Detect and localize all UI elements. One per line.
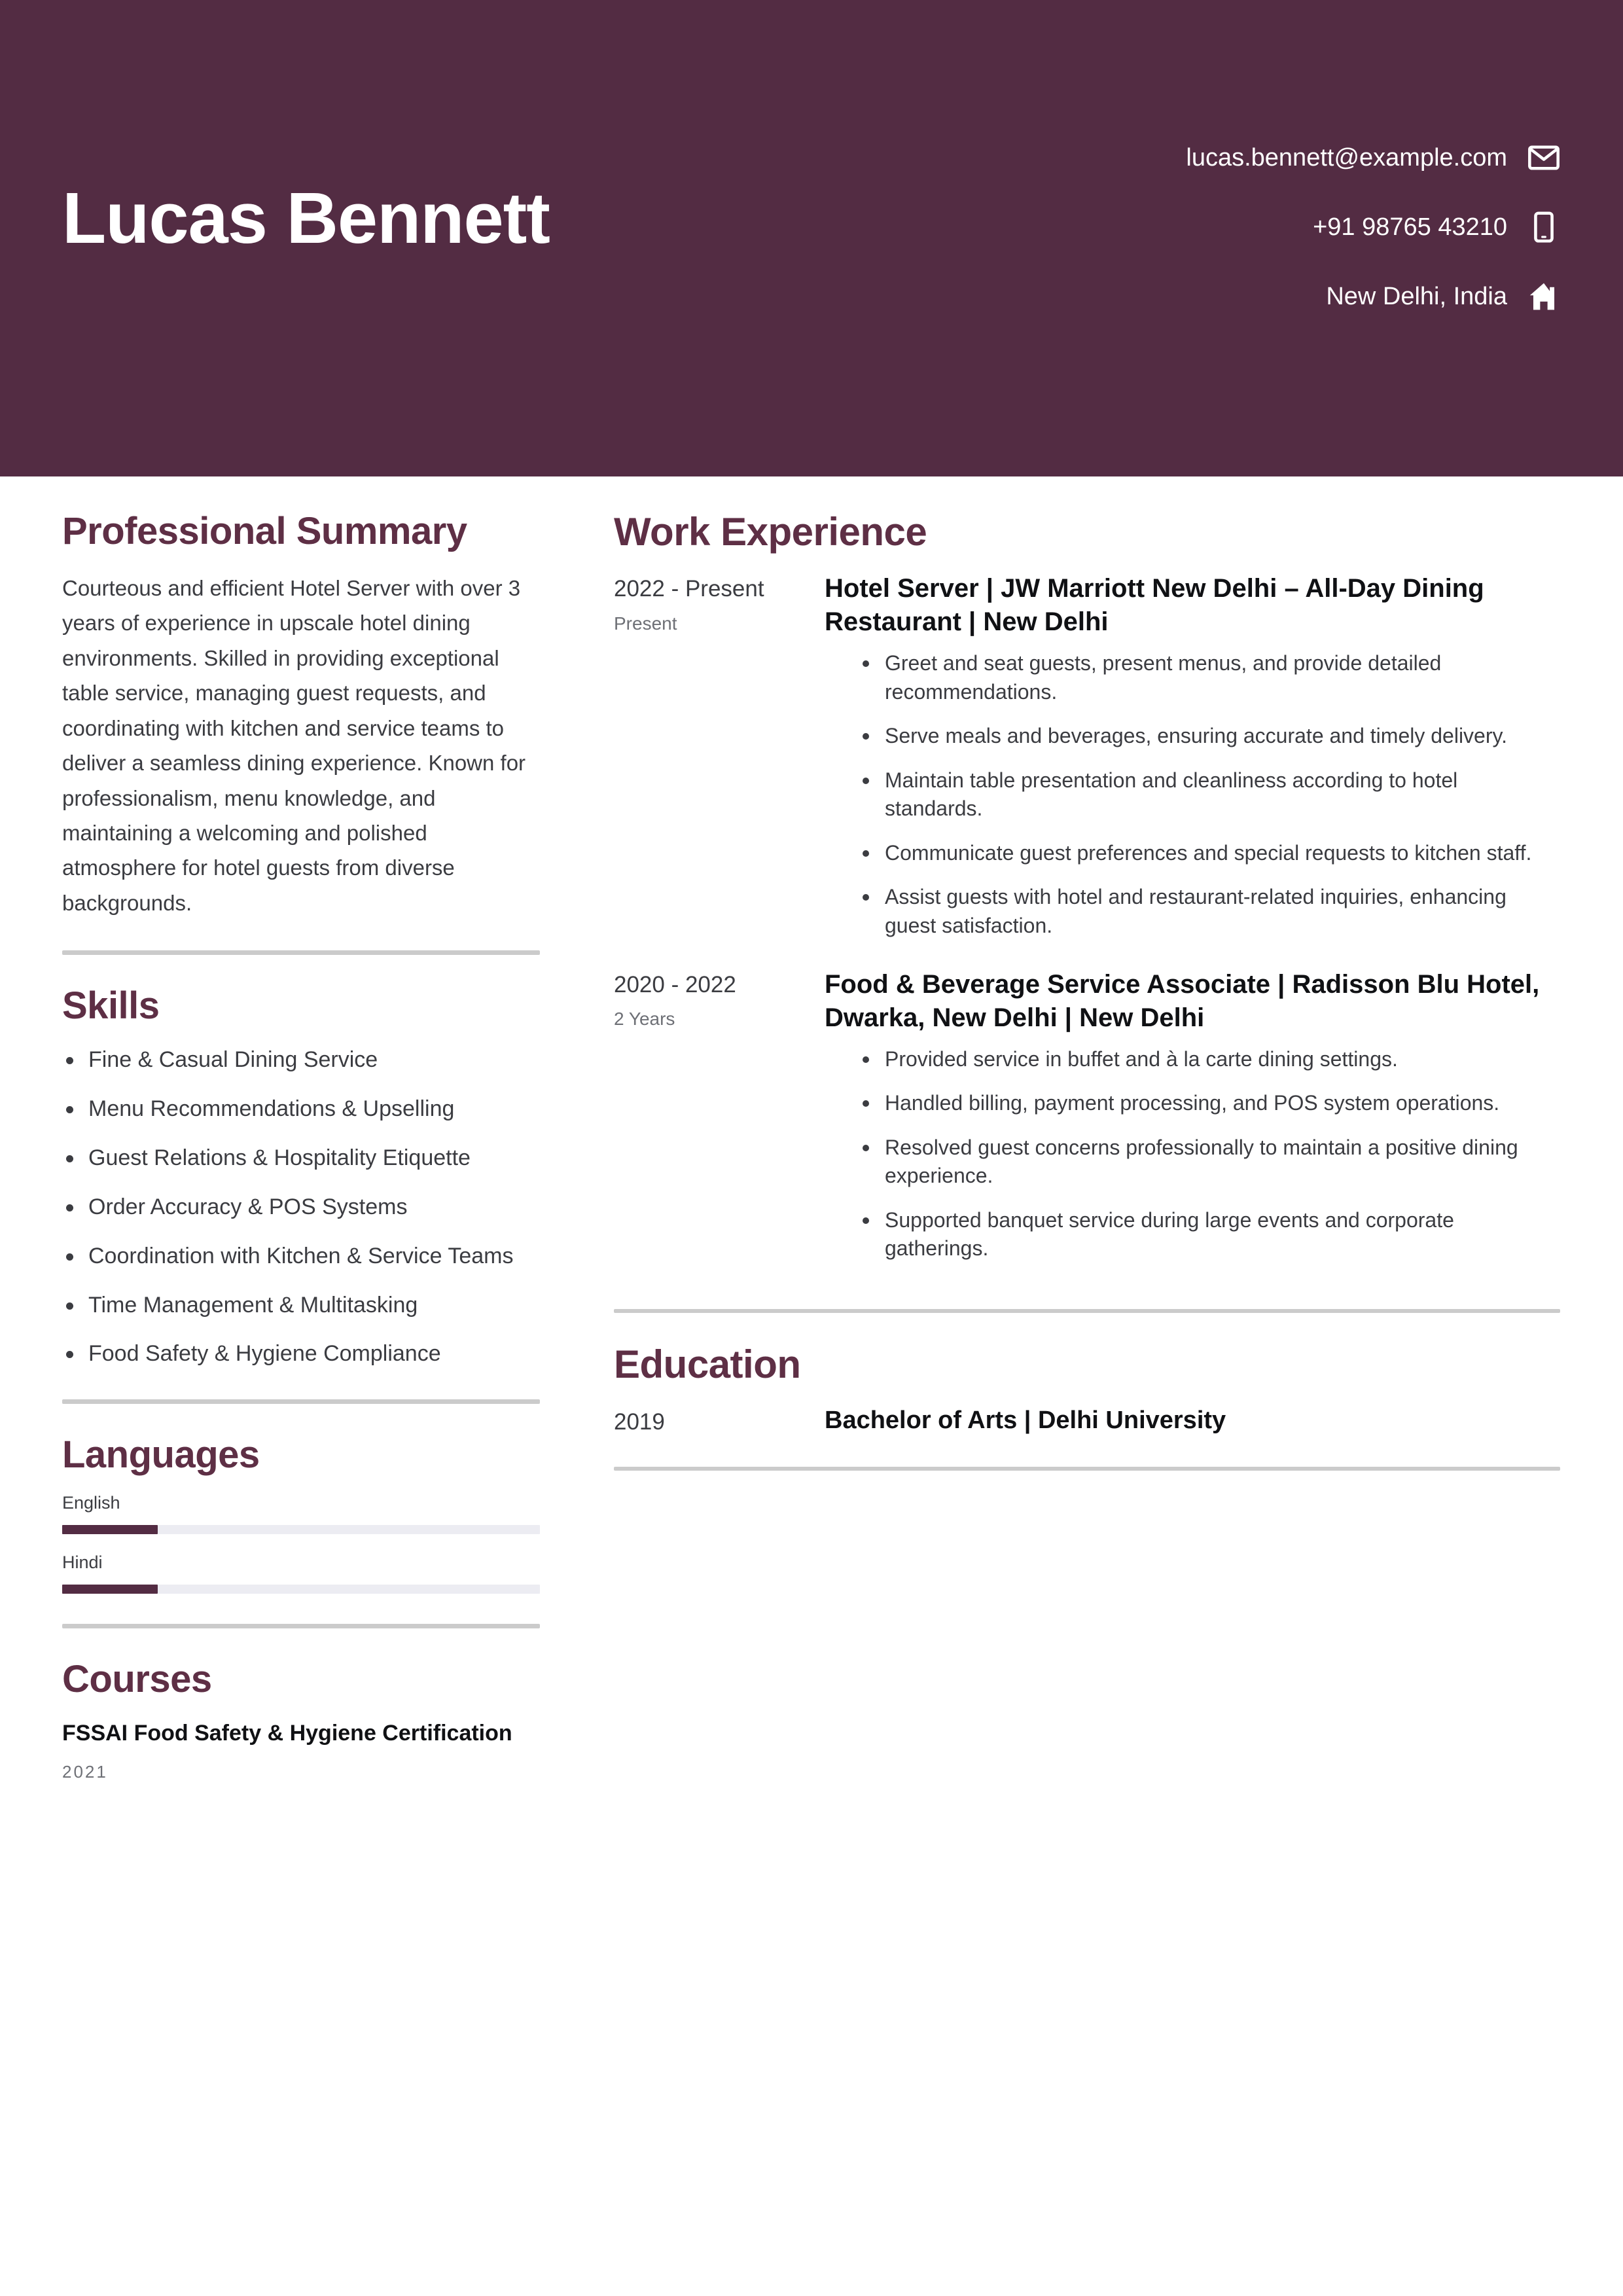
section-languages bbox=[62, 1434, 540, 1594]
phone-value: +91 98765 43210 bbox=[1313, 213, 1507, 241]
skill-item: Menu Recommendations & Upselling bbox=[62, 1094, 540, 1124]
skill-item: Order Accuracy & POS Systems bbox=[62, 1193, 540, 1223]
experience-date-range: 2022 - Present bbox=[614, 576, 764, 601]
contact-row-location[interactable] bbox=[1326, 279, 1561, 314]
work-experience-entry bbox=[614, 968, 1560, 1279]
skill-item: Food Safety & Hygiene Compliance bbox=[62, 1339, 540, 1369]
divider-skills-languages bbox=[62, 1399, 540, 1404]
work-experience-title: Work Experience bbox=[614, 510, 927, 554]
education-year: 2019 bbox=[614, 1408, 665, 1435]
experience-bullet-list bbox=[825, 1045, 1560, 1263]
contact-row-phone[interactable] bbox=[1313, 210, 1561, 244]
experience-date-range: 2020 - 2022 bbox=[614, 971, 736, 997]
language-item bbox=[62, 1494, 540, 1534]
work-experience-list bbox=[614, 572, 1560, 1279]
experience-bullet: Resolved guest concerns professionally to maintain a positive dining experience. bbox=[859, 1134, 1560, 1191]
divider-experience-education bbox=[614, 1309, 1560, 1313]
skills-list bbox=[62, 1045, 540, 1369]
section-professional-summary bbox=[62, 511, 540, 920]
experience-bullet: Provided service in buffet and à la carte dining settings. bbox=[859, 1045, 1560, 1074]
experience-bullet: Assist guests with hotel and restaurant-related inquiries, enhancing guest satisfaction. bbox=[859, 883, 1560, 940]
right-column bbox=[614, 511, 1560, 1501]
professional-summary-text: Courteous and efficient Hotel Server with over 3 years of experience in upscale hotel dining environments. Skilled in providing exceptional table service, managing guest requests, and coordinating with kitchen and service teams to deliver a seamless dining experience. Known for professionalism, menu knowledge, and maintaining a welcoming and polished atmosphere for hotel guests from diverse backgrounds. bbox=[62, 575, 526, 915]
left-column bbox=[62, 511, 540, 1782]
section-education bbox=[614, 1343, 1560, 1437]
skills-title: Skills bbox=[62, 984, 160, 1028]
experience-dates bbox=[614, 968, 825, 1030]
email-value: lucas.bennett@example.com bbox=[1186, 144, 1507, 171]
experience-bullet: Greet and seat guests, present menus, and provide detailed recommendations. bbox=[859, 649, 1560, 706]
candidate-name: Lucas Bennett bbox=[62, 178, 550, 259]
language-name: English bbox=[62, 1493, 120, 1513]
education-list bbox=[614, 1405, 1560, 1437]
course-name: FSSAI Food Safety & Hygiene Certification bbox=[62, 1720, 512, 1746]
language-level-fill bbox=[62, 1525, 158, 1534]
skill-item: Coordination with Kitchen & Service Teams bbox=[62, 1242, 540, 1272]
course-year: 2021 bbox=[62, 1762, 108, 1782]
experience-bullet: Maintain table presentation and cleanliness according to hotel standards. bbox=[859, 766, 1560, 823]
resume-header-banner bbox=[0, 0, 1623, 476]
languages-list bbox=[62, 1494, 540, 1594]
section-courses bbox=[62, 1659, 540, 1782]
contact-info-block bbox=[710, 141, 1561, 314]
courses-title: Courses bbox=[62, 1658, 212, 1701]
experience-bullet: Handled billing, payment processing, and POS system operations. bbox=[859, 1089, 1560, 1118]
education-title: Education bbox=[614, 1342, 801, 1386]
location-value: New Delhi, India bbox=[1326, 283, 1507, 310]
experience-duration: Present bbox=[614, 613, 677, 634]
skill-item: Time Management & Multitasking bbox=[62, 1291, 540, 1321]
section-skills bbox=[62, 985, 540, 1369]
experience-bullet: Communicate guest preferences and special requests to kitchen staff. bbox=[859, 839, 1560, 868]
mobile-phone-icon bbox=[1527, 210, 1561, 244]
experience-duration: 2 Years bbox=[614, 1009, 675, 1030]
divider-education-bottom bbox=[614, 1467, 1560, 1471]
experience-dates bbox=[614, 572, 825, 634]
experience-bullet: Supported banquet service during large events and corporate gatherings. bbox=[859, 1206, 1560, 1263]
skill-item: Guest Relations & Hospitality Etiquette bbox=[62, 1143, 540, 1174]
section-work-experience bbox=[614, 511, 1560, 1279]
language-level-track bbox=[62, 1585, 540, 1594]
envelope-icon bbox=[1527, 141, 1561, 175]
work-experience-entry bbox=[614, 572, 1560, 956]
experience-heading: Food & Beverage Service Associate | Radisson Blu Hotel, Dwarka, New Delhi | New Delhi bbox=[825, 969, 1540, 1032]
education-entry bbox=[614, 1405, 1560, 1437]
experience-body bbox=[825, 968, 1560, 1279]
experience-heading: Hotel Server | JW Marriott New Delhi – All-Day Dining Restaurant | New Delhi bbox=[825, 574, 1484, 637]
skill-item: Fine & Casual Dining Service bbox=[62, 1045, 540, 1075]
divider-summary-skills bbox=[62, 950, 540, 955]
professional-summary-title: Professional Summary bbox=[62, 510, 467, 552]
language-name: Hindi bbox=[62, 1552, 103, 1573]
home-icon bbox=[1527, 279, 1561, 314]
language-item bbox=[62, 1554, 540, 1594]
course-item bbox=[62, 1719, 540, 1782]
language-level-fill bbox=[62, 1585, 158, 1594]
languages-title: Languages bbox=[62, 1433, 260, 1477]
education-detail: Bachelor of Arts | Delhi University bbox=[825, 1406, 1226, 1434]
experience-bullet-list bbox=[825, 649, 1560, 940]
courses-list bbox=[62, 1719, 540, 1782]
contact-row-email[interactable] bbox=[1186, 141, 1561, 175]
experience-body bbox=[825, 572, 1560, 956]
experience-bullet: Serve meals and beverages, ensuring accurate and timely delivery. bbox=[859, 722, 1560, 751]
divider-languages-courses bbox=[62, 1624, 540, 1628]
language-level-track bbox=[62, 1525, 540, 1534]
